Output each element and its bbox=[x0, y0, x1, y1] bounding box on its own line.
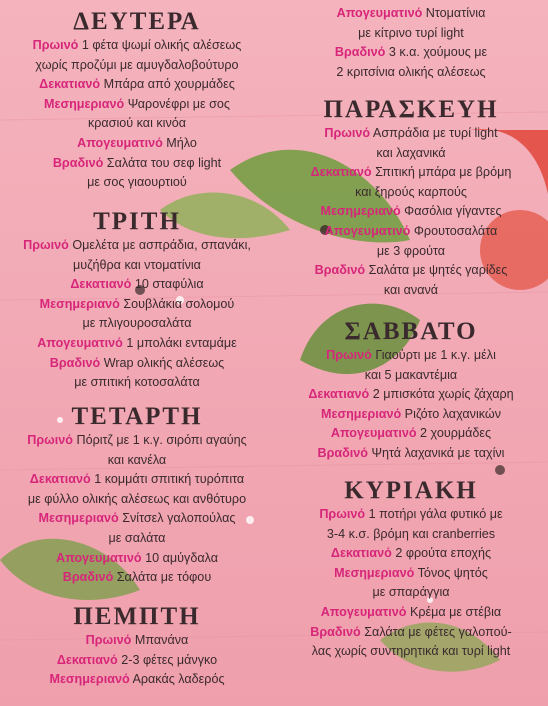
meal-entry bbox=[274, 346, 548, 385]
meal-text: Σπιτική μπάρα με βρόμη bbox=[375, 165, 512, 180]
meal-label: Βραδινό bbox=[317, 445, 368, 460]
meal-text: Σαλάτα με τόφου bbox=[116, 570, 212, 585]
meal-entry bbox=[274, 4, 548, 43]
meal-text: 3 κ.α. χούμους με bbox=[388, 45, 488, 60]
meal-entry bbox=[0, 549, 274, 569]
meal-line bbox=[274, 346, 548, 366]
meal-line bbox=[0, 651, 274, 671]
day-block bbox=[0, 403, 274, 588]
meal-line bbox=[274, 242, 548, 262]
meal-text: 10 αμύγδαλα bbox=[145, 550, 219, 565]
day-block bbox=[0, 603, 274, 690]
meal-line bbox=[0, 670, 274, 690]
meal-line bbox=[0, 95, 274, 115]
meal-entry bbox=[274, 261, 548, 300]
meal-line bbox=[274, 24, 548, 44]
meal-line bbox=[274, 261, 548, 281]
meal-entry bbox=[274, 163, 548, 202]
meal-line bbox=[274, 183, 548, 203]
day-block bbox=[0, 8, 274, 193]
meal-text: 10 σταφύλια bbox=[134, 277, 204, 292]
meal-text: Αρακάς λαδερός bbox=[132, 672, 225, 687]
meal-line bbox=[0, 490, 274, 510]
meal-line bbox=[0, 334, 274, 354]
meal-entry bbox=[0, 295, 274, 334]
meal-line bbox=[274, 642, 548, 662]
meal-label: Δεκατιανό bbox=[29, 472, 91, 487]
meal-line bbox=[0, 373, 274, 393]
meal-text: Φρουτοσαλάτα bbox=[413, 223, 498, 238]
meal-text: Ριζότο λαχανικών bbox=[404, 406, 502, 421]
meal-text: μυζήθρα και ντοματίνια bbox=[73, 257, 201, 272]
meal-line bbox=[274, 144, 548, 164]
meal-text: 2-3 φέτες μάνγκο bbox=[121, 652, 218, 667]
meal-text: Σαλάτα με φέτες γαλοπού- bbox=[364, 624, 512, 639]
meal-text: και κανέλα bbox=[107, 452, 167, 467]
day-block bbox=[0, 208, 274, 393]
meal-entry bbox=[0, 431, 274, 470]
meal-text: με σος γιαουρτιού bbox=[87, 175, 187, 190]
meal-label: Πρωινό bbox=[27, 433, 73, 447]
meal-text: 1 μπολάκι ενταμάμε bbox=[126, 335, 237, 350]
meal-label: Δεκατιανό bbox=[39, 77, 101, 92]
meal-label: Δεκατιανό bbox=[70, 277, 132, 292]
meal-text: Ψαρονέφρι με σος bbox=[127, 96, 230, 111]
meal-text: Ομελέτα με ασπράδια, σπανάκι, bbox=[72, 238, 251, 252]
meal-text: λας χωρίς συντηρητικά και τυρί light bbox=[311, 644, 511, 659]
meal-label: Δεκατιανό bbox=[310, 165, 372, 180]
meal-line bbox=[274, 623, 548, 643]
meal-label: Απογευματινό bbox=[336, 6, 423, 20]
meal-text: με πλιγουροσαλάτα bbox=[82, 316, 192, 331]
meal-entry bbox=[0, 509, 274, 548]
meal-line bbox=[0, 173, 274, 193]
meal-text: και λαχανικά bbox=[376, 145, 446, 160]
day-title: ΚΥΡΙΑΚΗ bbox=[344, 477, 478, 504]
meal-label: Απογευματινό bbox=[55, 550, 142, 565]
day-block bbox=[274, 477, 548, 662]
meal-label: Πρωινό bbox=[324, 126, 371, 140]
meal-label: Πρωινό bbox=[85, 633, 132, 647]
meal-entry bbox=[274, 124, 548, 163]
meal-entry bbox=[0, 470, 274, 509]
meal-entry bbox=[274, 385, 548, 405]
meal-entry bbox=[0, 95, 274, 134]
meal-entry bbox=[274, 564, 548, 603]
meal-line bbox=[274, 544, 548, 564]
meal-text: και ξηρούς καρπούς bbox=[355, 184, 467, 199]
meal-label: Απογευματινό bbox=[320, 604, 407, 619]
meal-line bbox=[0, 509, 274, 529]
meal-line bbox=[0, 470, 274, 490]
meal-text: Ασπράδια με τυρί light bbox=[372, 126, 498, 140]
peppercorn-icon bbox=[495, 465, 505, 475]
meal-label: Βραδινό bbox=[314, 263, 366, 278]
meal-line bbox=[274, 564, 548, 584]
day-title: ΠΕΜΠΤΗ bbox=[73, 603, 201, 630]
meal-label: Μεσημεριανό bbox=[320, 204, 401, 219]
meal-label: Πρωινό bbox=[326, 348, 372, 362]
meal-text: κρασιού και κινόα bbox=[87, 116, 187, 131]
meal-text: Ψητά λαχανικά με ταχίνι bbox=[371, 445, 505, 460]
meal-line bbox=[274, 424, 548, 444]
meal-text: χωρίς προζύμι με αμυγδαλοβούτυρο bbox=[35, 57, 239, 72]
meal-label: Απογευματινό bbox=[330, 426, 417, 441]
meal-text: Σνίτσελ γαλοπούλας bbox=[122, 511, 236, 526]
meal-entry bbox=[0, 75, 274, 95]
meal-label: Βραδινό bbox=[334, 45, 386, 60]
meal-label: Βραδινό bbox=[52, 155, 104, 170]
meal-text: 2 κριτσίνια ολικής αλέσεως bbox=[336, 64, 486, 79]
meal-line bbox=[274, 405, 548, 425]
meal-label: Δεκατιανό bbox=[330, 546, 392, 561]
meal-text: 2 μπισκότα χωρίς ζάχαρη bbox=[372, 387, 514, 402]
meal-label: Μεσημεριανό bbox=[320, 406, 402, 421]
meal-label: Απογευματινό bbox=[37, 335, 123, 350]
meal-entry bbox=[0, 236, 274, 275]
meal-entry bbox=[0, 670, 274, 690]
meal-entry bbox=[274, 505, 548, 544]
meal-text: και 5 μακαντέμια bbox=[364, 367, 458, 382]
day-title: ΤΕΤΑΡΤΗ bbox=[71, 403, 203, 430]
meal-line bbox=[0, 431, 274, 451]
meal-text: 1 κομμάτι σπιτική τυρόπιτα bbox=[94, 472, 245, 487]
meal-line bbox=[0, 631, 274, 651]
meal-line bbox=[0, 275, 274, 295]
meal-line bbox=[274, 525, 548, 545]
meal-line bbox=[0, 451, 274, 471]
meal-line bbox=[274, 603, 548, 623]
day-title: ΔΕΥΤΕΡΑ bbox=[73, 8, 201, 35]
day-block bbox=[274, 318, 548, 464]
meal-entry bbox=[274, 202, 548, 222]
meal-text: με σαλάτα bbox=[108, 530, 166, 545]
meal-line bbox=[0, 236, 274, 256]
meal-entry bbox=[0, 36, 274, 75]
meal-label: Απογευματινό bbox=[324, 223, 411, 238]
meal-label: Πρωινό bbox=[32, 38, 79, 52]
meal-entry bbox=[0, 568, 274, 588]
meal-line bbox=[0, 568, 274, 588]
meal-text: με φύλλο ολικής αλέσεως και ανθότυρο bbox=[27, 491, 247, 506]
meal-text: με 3 φρούτα bbox=[376, 243, 446, 258]
meal-line bbox=[0, 549, 274, 569]
meal-text: Κρέμα με στέβια bbox=[409, 604, 502, 619]
meal-entry bbox=[274, 43, 548, 82]
meal-line bbox=[0, 314, 274, 334]
meal-entry bbox=[274, 444, 548, 464]
meal-label: Μεσημεριανό bbox=[38, 511, 119, 526]
meal-line bbox=[274, 583, 548, 603]
meal-label: Πρωινό bbox=[319, 507, 366, 521]
meal-text: 1 ποτήρι γάλα φυτικό με bbox=[368, 507, 503, 521]
meal-text: Σαλάτα με ψητές γαρίδες bbox=[368, 263, 508, 278]
meal-label: Πρωινό bbox=[23, 238, 69, 252]
meal-line bbox=[274, 202, 548, 222]
meal-entry bbox=[0, 154, 274, 193]
meal-label: Βραδινό bbox=[62, 570, 114, 585]
meal-entry bbox=[0, 354, 274, 393]
meal-line bbox=[274, 163, 548, 183]
meal-line bbox=[274, 124, 548, 144]
meal-text: Μήλο bbox=[166, 135, 197, 150]
meal-line bbox=[274, 444, 548, 464]
meal-label: Μεσημεριανό bbox=[39, 296, 120, 311]
meal-line bbox=[0, 529, 274, 549]
day-title: ΠΑΡΑΣΚΕΥΗ bbox=[323, 96, 499, 123]
meal-label: Μεσημεριανό bbox=[49, 672, 130, 687]
meal-line bbox=[0, 114, 274, 134]
meal-text: Γιαούρτι με 1 κ.γ. μέλι bbox=[375, 348, 496, 362]
meal-text: 1 φέτα ψωμί ολικής αλέσεως bbox=[81, 38, 242, 52]
meal-label: Απογευματινό bbox=[77, 135, 163, 150]
meal-entry bbox=[274, 603, 548, 623]
meal-line bbox=[0, 354, 274, 374]
meal-line bbox=[274, 505, 548, 525]
meal-label: Βραδινό bbox=[310, 624, 361, 639]
meal-text: Wrap ολικής αλέσεως bbox=[103, 355, 225, 370]
meal-line bbox=[0, 134, 274, 154]
meal-text: με σπιτική κοτοσαλάτα bbox=[74, 375, 200, 390]
meal-text: με κίτρινο τυρί light bbox=[358, 25, 464, 40]
meal-text: Ντοματίνια bbox=[425, 6, 486, 20]
meal-entry bbox=[0, 134, 274, 154]
meal-label: Βραδινό bbox=[49, 355, 101, 370]
meal-entry bbox=[274, 424, 548, 444]
meal-text: και ανανά bbox=[383, 282, 439, 297]
meal-entry bbox=[0, 334, 274, 354]
meal-label: Δεκατιανό bbox=[308, 387, 370, 402]
meal-entry bbox=[274, 222, 548, 261]
meal-text: με σπαράγγια bbox=[372, 585, 450, 600]
meal-text: Τόνος ψητός bbox=[417, 565, 488, 580]
meal-text: Φασόλια γίγαντες bbox=[404, 204, 502, 219]
day-title: ΣΑΒΒΑΤΟ bbox=[344, 318, 478, 345]
day-block bbox=[274, 96, 548, 300]
meal-line bbox=[274, 385, 548, 405]
meal-line bbox=[274, 281, 548, 301]
meal-line bbox=[0, 295, 274, 315]
meal-entry bbox=[274, 623, 548, 662]
meal-entry bbox=[0, 631, 274, 651]
meal-text: 2 χουρμάδες bbox=[420, 426, 492, 441]
meal-text: 3-4 κ.σ. βρόμη και cranberries bbox=[326, 526, 496, 541]
meal-line bbox=[274, 63, 548, 83]
meal-label: Μεσημεριανό bbox=[334, 565, 415, 580]
meal-line bbox=[274, 43, 548, 63]
meal-text: Σαλάτα του σεφ light bbox=[106, 155, 222, 170]
meal-text: Πόριτζ με 1 κ.γ. σιρόπι αγαύης bbox=[76, 433, 247, 447]
meal-label: Δεκατιανό bbox=[56, 652, 118, 667]
meal-line bbox=[274, 366, 548, 386]
meal-line bbox=[0, 36, 274, 56]
meal-entry bbox=[0, 275, 274, 295]
meal-line bbox=[0, 75, 274, 95]
meal-entry bbox=[274, 544, 548, 564]
meal-label: Μεσημεριανό bbox=[44, 96, 125, 111]
meal-line bbox=[274, 222, 548, 242]
meal-text: Μπανάνα bbox=[134, 633, 189, 647]
meal-line bbox=[0, 154, 274, 174]
meal-line bbox=[0, 256, 274, 276]
continued-meals bbox=[274, 4, 548, 82]
meal-entry bbox=[0, 651, 274, 671]
meal-text: 2 φρούτα εποχής bbox=[395, 546, 492, 561]
day-title: ΤΡΙΤΗ bbox=[93, 208, 181, 235]
meal-text: Σουβλάκια σολομού bbox=[123, 296, 235, 311]
meal-text: Μπάρα από χουρμάδες bbox=[103, 77, 235, 92]
meal-entry bbox=[274, 405, 548, 425]
meal-line bbox=[274, 4, 548, 24]
meal-line bbox=[0, 56, 274, 76]
